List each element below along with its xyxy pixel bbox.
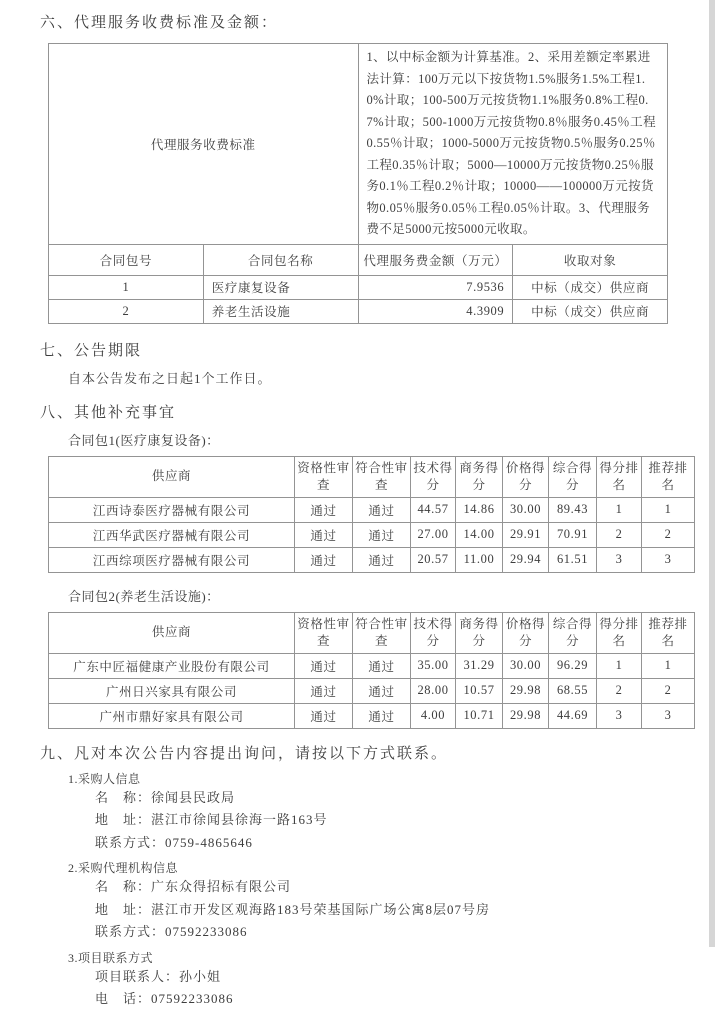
cell-total: 68.55 bbox=[549, 678, 597, 703]
package-2-supplier-table bbox=[48, 612, 695, 729]
section-7-heading: 七、公告期限 bbox=[40, 342, 143, 359]
supplier-table-header-row bbox=[49, 612, 695, 653]
cell-score-rank: 1 bbox=[597, 497, 642, 522]
cell-price: 30.00 bbox=[503, 497, 549, 522]
header-qualification-review: 资格性审查 bbox=[295, 456, 353, 497]
header-conformity-review: 符合性审查 bbox=[353, 456, 411, 497]
header-supplier: 供应商 bbox=[49, 456, 295, 497]
cell-price: 29.98 bbox=[503, 678, 549, 703]
fee-cell-package-no: 2 bbox=[49, 299, 204, 323]
header-total-score: 综合得分 bbox=[549, 456, 597, 497]
cell-score-rank: 3 bbox=[597, 703, 642, 728]
fee-cell-package-no: 1 bbox=[49, 275, 204, 299]
cell-technical: 28.00 bbox=[411, 678, 456, 703]
purchaser-address: 地 址：湛江市徐闻县徐海一路163号 bbox=[95, 812, 328, 827]
cell-technical: 44.57 bbox=[411, 497, 456, 522]
cell-recommend-rank: 3 bbox=[642, 547, 695, 572]
fee-standard-text: 1、以中标金额为计算基准。2、采用差额定率累进法计算：100万元以下按货物1.5%服务1.5%工程1.0%计取；100-500万元按货物1.1%服务0.8%工程0.7%计取；500-1000万元按货物0.8％服务0.45％工程0.55％计取；1000-5000万元按货物0.5％服务0.25％工程0.35％计取；5000—10000万元按货物0.25％服务0.1％工程0.2％计取；10000——100000万元按货物0.05％服务0.05％工程0.05％计取。3、代理服务费不足5000元按5000元收取。 bbox=[358, 44, 668, 245]
header-technical-score: 技术得分 bbox=[411, 456, 456, 497]
cell-score-rank: 2 bbox=[597, 522, 642, 547]
right-edge-strip bbox=[709, 0, 715, 947]
cell-conformity: 通过 bbox=[353, 653, 411, 678]
contact-section bbox=[40, 772, 701, 1011]
cell-technical: 20.57 bbox=[411, 547, 456, 572]
cell-business: 11.00 bbox=[456, 547, 503, 572]
cell-supplier-name: 江西综项医疗器械有限公司 bbox=[49, 547, 295, 572]
fee-standard-row bbox=[49, 44, 668, 245]
header-business-score: 商务得分 bbox=[456, 456, 503, 497]
header-technical-score: 技术得分 bbox=[411, 612, 456, 653]
cell-qualification: 通过 bbox=[295, 522, 353, 547]
package-1-label: 合同包1(医疗康复设备)： bbox=[68, 432, 220, 448]
fee-table-header-package-no: 合同包号 bbox=[49, 244, 204, 275]
cell-business: 31.29 bbox=[456, 653, 503, 678]
cell-price: 29.94 bbox=[503, 547, 549, 572]
supplier-row bbox=[49, 653, 695, 678]
cell-conformity: 通过 bbox=[353, 703, 411, 728]
cell-business: 10.57 bbox=[456, 678, 503, 703]
purchaser-info-title: 1.采购人信息 bbox=[68, 771, 141, 786]
cell-technical: 35.00 bbox=[411, 653, 456, 678]
purchaser-name: 名 称：徐闻县民政局 bbox=[95, 789, 236, 805]
cell-supplier-name: 广州日兴家具有限公司 bbox=[49, 678, 295, 703]
cell-supplier-name: 江西诗泰医疗器械有限公司 bbox=[49, 497, 295, 522]
fee-cell-package-name: 养老生活设施 bbox=[203, 299, 358, 323]
cell-supplier-name: 广州市鼎好家具有限公司 bbox=[49, 703, 295, 728]
project-contact-person: 项目联系人：孙小姐 bbox=[95, 968, 222, 984]
cell-recommend-rank: 2 bbox=[642, 678, 695, 703]
cell-price: 29.91 bbox=[503, 522, 549, 547]
cell-technical: 4.00 bbox=[411, 703, 456, 728]
section-6-heading: 六、代理服务收费标准及金额： bbox=[40, 15, 279, 31]
cell-score-rank: 1 bbox=[597, 653, 642, 678]
fee-cell-amount: 7.9536 bbox=[358, 275, 513, 299]
cell-recommend-rank: 2 bbox=[642, 522, 695, 547]
cell-qualification: 通过 bbox=[295, 547, 353, 572]
supplier-row bbox=[49, 678, 695, 703]
cell-supplier-name: 广东中匠福健康产业股份有限公司 bbox=[49, 653, 295, 678]
fee-table-header-payee: 收取对象 bbox=[513, 244, 668, 275]
cell-recommend-rank: 3 bbox=[642, 703, 695, 728]
project-contact-title: 3.项目联系方式 bbox=[68, 950, 154, 965]
cell-score-rank: 2 bbox=[597, 678, 642, 703]
fee-table bbox=[48, 43, 668, 324]
cell-total: 89.43 bbox=[549, 497, 597, 522]
cell-qualification: 通过 bbox=[295, 653, 353, 678]
cell-qualification: 通过 bbox=[295, 703, 353, 728]
cell-supplier-name: 江西华武医疗器械有限公司 bbox=[49, 522, 295, 547]
header-recommend-rank: 推荐排名 bbox=[642, 456, 695, 497]
cell-total: 61.51 bbox=[549, 547, 597, 572]
header-recommend-rank: 推荐排名 bbox=[642, 612, 695, 653]
fee-cell-package-name: 医疗康复设备 bbox=[203, 275, 358, 299]
fee-table-header-row bbox=[49, 244, 668, 275]
agency-name: 名 称：广东众得招标有限公司 bbox=[95, 879, 292, 894]
cell-total: 44.69 bbox=[549, 703, 597, 728]
purchaser-phone: 联系方式：0759-4865646 bbox=[95, 834, 253, 850]
cell-business: 14.86 bbox=[456, 497, 503, 522]
cell-technical: 27.00 bbox=[411, 522, 456, 547]
fee-cell-amount: 4.3909 bbox=[358, 299, 513, 323]
header-price-score: 价格得分 bbox=[503, 612, 549, 653]
cell-conformity: 通过 bbox=[353, 547, 411, 572]
project-contact-phone: 电 话：07592233086 bbox=[95, 991, 234, 1006]
fee-standard-label: 代理服务收费标准 bbox=[49, 44, 359, 245]
header-total-score: 综合得分 bbox=[549, 612, 597, 653]
agency-address: 地 址：湛江市开发区观海路183号荣基国际广场公寓8层07号房 bbox=[95, 901, 491, 917]
header-score-rank: 得分排名 bbox=[597, 612, 642, 653]
header-business-score: 商务得分 bbox=[456, 612, 503, 653]
announcement-period-text: 自本公告发布之日起1个工作日。 bbox=[68, 370, 272, 386]
cell-total: 96.29 bbox=[549, 653, 597, 678]
fee-table-header-package-name: 合同包名称 bbox=[203, 244, 358, 275]
header-conformity-review: 符合性审查 bbox=[353, 612, 411, 653]
cell-total: 70.91 bbox=[549, 522, 597, 547]
header-supplier: 供应商 bbox=[49, 612, 295, 653]
section-8-heading: 八、其他补充事宜 bbox=[40, 404, 177, 421]
package-1-supplier-table bbox=[48, 456, 695, 573]
agency-info-title: 2.采购代理机构信息 bbox=[68, 861, 179, 875]
fee-table-row bbox=[49, 275, 668, 299]
cell-conformity: 通过 bbox=[353, 497, 411, 522]
cell-qualification: 通过 bbox=[295, 497, 353, 522]
fee-table-header-amount: 代理服务费金额（万元） bbox=[358, 244, 513, 275]
agency-phone: 联系方式：07592233086 bbox=[95, 924, 248, 939]
supplier-table-header-row bbox=[49, 456, 695, 497]
package-2-label: 合同包2(养老生活设施)： bbox=[68, 588, 220, 604]
supplier-row bbox=[49, 547, 695, 572]
cell-qualification: 通过 bbox=[295, 678, 353, 703]
supplier-row bbox=[49, 522, 695, 547]
cell-price: 30.00 bbox=[503, 653, 549, 678]
supplier-row bbox=[49, 703, 695, 728]
header-price-score: 价格得分 bbox=[503, 456, 549, 497]
fee-cell-payee: 中标（成交）供应商 bbox=[513, 275, 668, 299]
cell-conformity: 通过 bbox=[353, 678, 411, 703]
header-qualification-review: 资格性审查 bbox=[295, 612, 353, 653]
fee-table-row bbox=[49, 299, 668, 323]
supplier-row bbox=[49, 497, 695, 522]
cell-recommend-rank: 1 bbox=[642, 497, 695, 522]
cell-business: 14.00 bbox=[456, 522, 503, 547]
fee-cell-payee: 中标（成交）供应商 bbox=[513, 299, 668, 323]
cell-price: 29.98 bbox=[503, 703, 549, 728]
cell-business: 10.71 bbox=[456, 703, 503, 728]
cell-score-rank: 3 bbox=[597, 547, 642, 572]
cell-conformity: 通过 bbox=[353, 522, 411, 547]
header-score-rank: 得分排名 bbox=[597, 456, 642, 497]
cell-recommend-rank: 1 bbox=[642, 653, 695, 678]
section-9-heading: 九、凡对本次公告内容提出询问，请按以下方式联系。 bbox=[40, 745, 449, 762]
